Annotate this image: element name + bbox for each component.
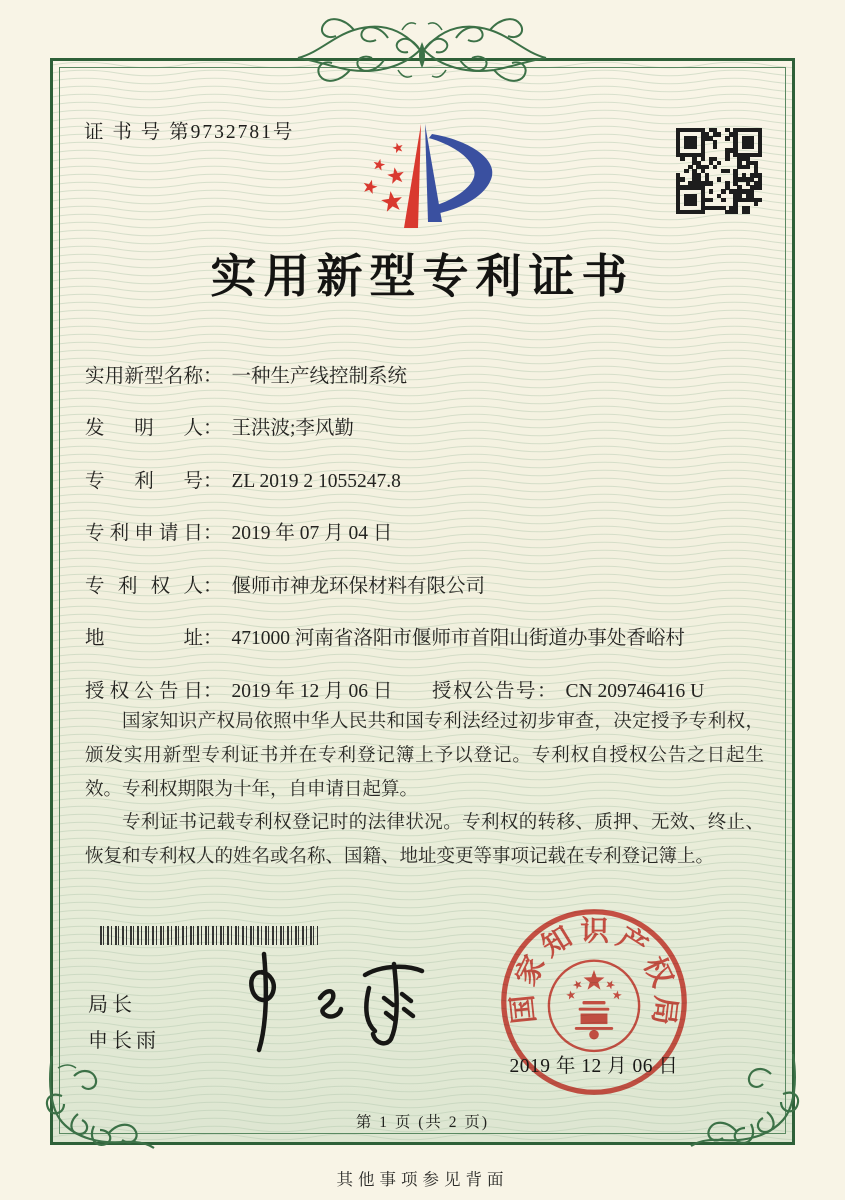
field-value: 2019 年 12 月 06 日 (231, 681, 393, 702)
national-emblem (549, 961, 639, 1051)
director-title: 局长 (88, 994, 136, 1016)
legal-paragraph-2: 专利证书记载专利权登记时的法律状况。专利权的转移、质押、无效、终止、恢复和专利权人的姓名或名称、国籍、地址变更等事项记载在专利登记簿上。 (85, 813, 764, 868)
field-value: 王洪波;李风勤 (231, 418, 354, 439)
field-label: 授权公告号 (432, 681, 538, 702)
field-row-grant (85, 675, 705, 703)
field-label: 实用新型名称 (85, 366, 203, 387)
field-colon: ： (203, 628, 223, 649)
field-colon: ： (203, 523, 223, 544)
field-row-patent-number (85, 465, 401, 493)
field-row-patentee (85, 570, 485, 598)
field-value: 一种生产线控制系统 (231, 366, 408, 387)
field-value: ZL 2019 2 1055247.8 (231, 471, 401, 492)
barcode (100, 926, 318, 945)
field-value: 偃师市神龙环保材料有限公司 (231, 576, 486, 597)
field-row-filing-date (85, 517, 392, 545)
field-value: 471000 河南省洛阳市偃师市首阳山街道办事处香峪村 (231, 628, 685, 649)
field-colon: ： (537, 681, 557, 702)
certificate-title: 实用新型专利证书 (210, 251, 635, 302)
top-flourish-ornament-icon (292, 0, 552, 92)
legal-text-block (85, 706, 764, 875)
field-label: 专利申请日 (85, 523, 203, 544)
back-side-note: 其他事项参见背面 (336, 1170, 509, 1189)
bottom-left-flourish-icon (38, 1056, 170, 1152)
certificate-number: 证 书 号 第9732781号 (84, 122, 295, 143)
legal-paragraph-1: 国家知识产权局依照中华人民共和国专利法经过初步审查，决定授予专利权，颁发实用新型专利证书并在专利登记簿上予以登记。专利权自授权公告之日起生效。专利权期限为十年，自申请日起算。 (85, 712, 764, 800)
bottom-right-flourish-icon (675, 1052, 807, 1152)
field-row-utility-model-name (85, 360, 407, 388)
field-row-inventor (85, 412, 354, 440)
field-colon: ： (203, 366, 223, 387)
field-label: 授权公告日 (85, 681, 203, 702)
field-colon: ： (203, 471, 223, 492)
field-value: 2019 年 07 月 04 日 (231, 523, 393, 544)
seal-date: 2019 年 12 月 06 日 (509, 1056, 679, 1077)
field-label: 发明人 (85, 418, 203, 439)
grant-date-group (85, 681, 392, 702)
field-colon: ： (203, 576, 223, 597)
grant-number-group (432, 675, 704, 703)
director-name: 申长雨 (88, 1030, 160, 1052)
handwritten-signature-icon (228, 945, 438, 1057)
field-colon: ： (203, 418, 223, 439)
field-row-address (85, 622, 685, 650)
field-value: CN 209746416 U (565, 681, 705, 702)
seal-ring-text: 国家知识产权局 (506, 915, 682, 1027)
field-label: 专利权人 (85, 576, 203, 597)
cnipa-patent-logo-icon (356, 110, 506, 236)
page-number: 第 1 页 (共 2 页) (355, 1114, 490, 1131)
field-colon: ： (203, 681, 223, 702)
field-label: 地址 (85, 628, 203, 649)
field-label: 专利号 (85, 471, 203, 492)
qr-code (676, 128, 762, 214)
